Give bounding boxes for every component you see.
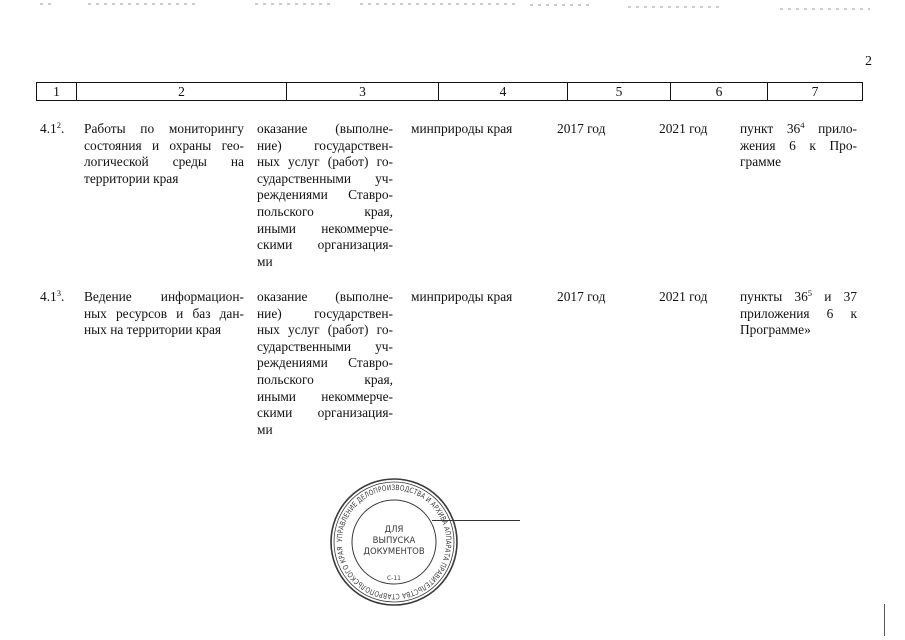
column-header-3: 3 bbox=[287, 83, 439, 101]
item-number: $4.1^3$. bbox=[40, 288, 65, 304]
scan-artifact-edge bbox=[884, 604, 885, 636]
start-year: 2017 год bbox=[557, 289, 606, 304]
column-header-4: 4 bbox=[439, 83, 568, 101]
item-number: $4.1^2$. bbox=[40, 120, 65, 136]
activity-name: Работы по мониторингу состояния и охраны гео- логической среды на территории края bbox=[84, 121, 244, 186]
stamp-code: С-11 bbox=[387, 575, 401, 582]
column-header-2: 2 bbox=[77, 83, 287, 101]
signature-line bbox=[432, 520, 520, 521]
scan-artifact-top bbox=[0, 0, 905, 14]
official-stamp bbox=[328, 476, 460, 608]
page-number: 2 bbox=[865, 54, 872, 69]
start-year: 2017 год bbox=[557, 121, 606, 136]
executor: минприроды края bbox=[411, 121, 513, 136]
stamp-outer-text: УПРАВЛЕНИЕ ДЕЛОПРОИЗВОДСТВА И АРХИ А АППАРАТА ПРАВИТЕЛЬСТВА СТАВРОПОЛЬСКОГО КРАЯ bbox=[334, 482, 454, 602]
column-header-7: 7 bbox=[768, 83, 863, 101]
program-reference: пункты $36^5$ и 37 приложения 6 к Программе» bbox=[740, 288, 857, 338]
column-header-5: 5 bbox=[568, 83, 671, 101]
column-header-1: 1 bbox=[37, 83, 77, 101]
implementation-form: оказание (выполне- ние) государствен- ных услуг (работ) го- сударственными уч- реждениями Ставро- польского края, иными некоммерче- скими организация- ми bbox=[257, 121, 393, 269]
table-header bbox=[36, 82, 863, 101]
column-header-6: 6 bbox=[671, 83, 768, 101]
stamp-text-line-1: ДЛЯ bbox=[384, 525, 404, 535]
implementation-form: оказание (выполне- ние) государствен- ных услуг (работ) го- сударственными уч- реждениями Ставро- польского края, иными некоммерче- скими организация- ми bbox=[257, 289, 393, 437]
program-reference: пункт $36^4$ прило- жения 6 к Про- грамме bbox=[740, 120, 858, 170]
stamp-text-line-3: ДОКУМЕНТОВ bbox=[363, 547, 425, 557]
activity-name: Ведение информацион- ных ресурсов и баз дан- ных на территории края bbox=[84, 289, 244, 338]
executor: минприроды края bbox=[411, 289, 513, 304]
stamp-text-line-2: ВЫПУСКА bbox=[372, 536, 416, 546]
end-year: 2021 год bbox=[659, 289, 708, 304]
end-year: 2021 год bbox=[659, 121, 708, 136]
